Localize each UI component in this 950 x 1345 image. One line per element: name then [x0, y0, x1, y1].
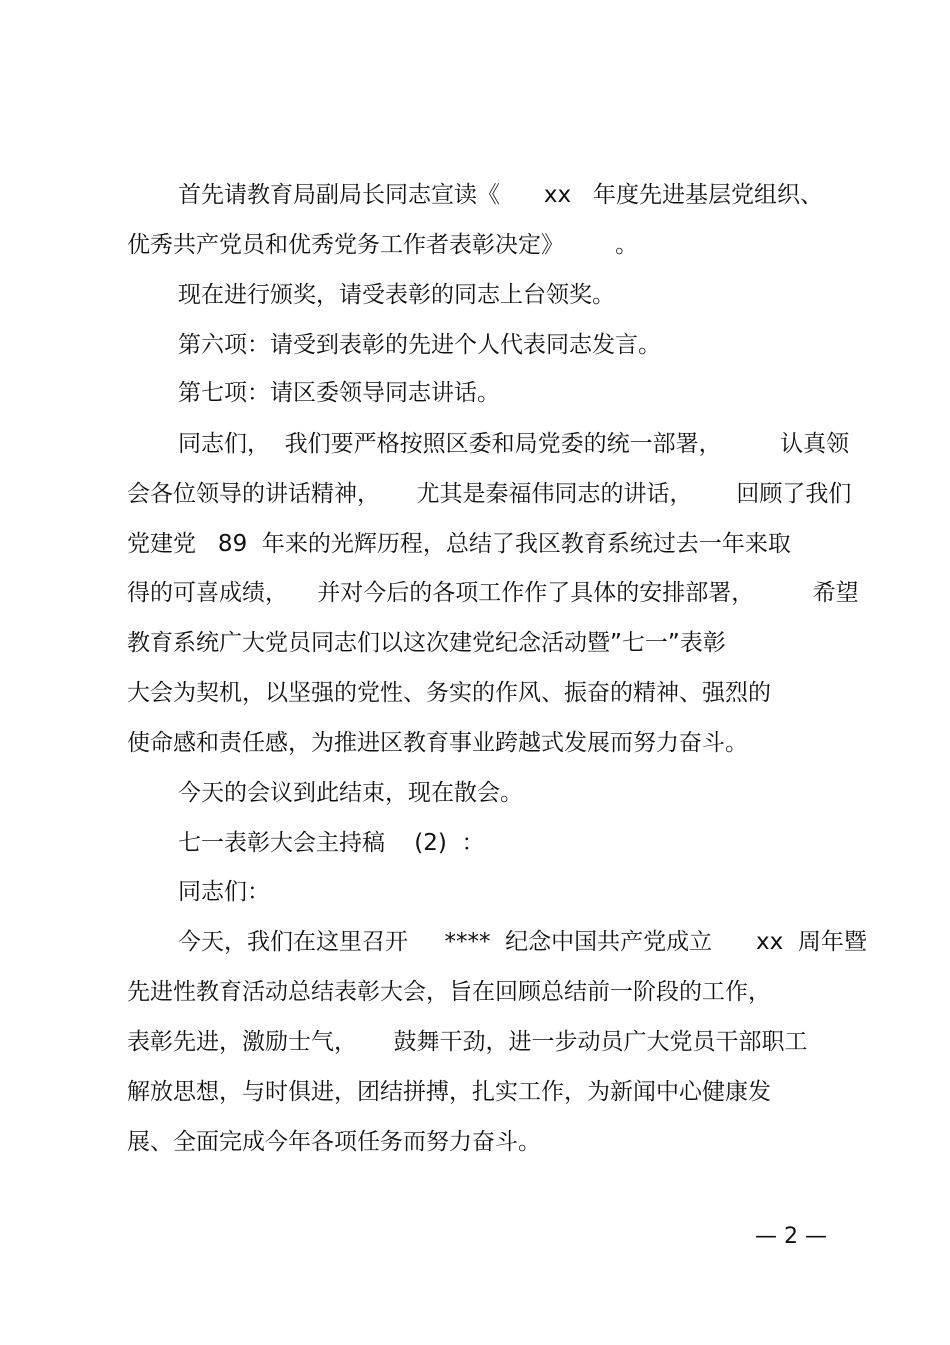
text-line-18: 表彰先进，激励士气， 鼓舞干劲，进一步动员广大党员干部职工 — [127, 1029, 808, 1055]
text-line-20: 展、全面完成今年各项任务而努力奋斗。 — [127, 1129, 541, 1155]
text-line-6: 同志们， 我们要严格按照区委和局党委的统一部署， 认真领 — [178, 431, 850, 457]
text-line-9: 得的可喜成绩， 并对今后的各项工作作了具体的安排部署， 希望 — [127, 580, 859, 606]
text-line-12: 使命感和责任感，为推进区教育事业跨越式发展而努力奋斗。 — [127, 730, 748, 756]
text-line-19: 解放思想，与时俱进，团结拼搏，扎实工作，为新闻中心健康发 — [127, 1079, 771, 1105]
text-line-10: 教育系统广大党员同志们以这次建党纪念活动暨”七一”表彰 — [127, 630, 726, 656]
text-line-11: 大会为契机，以坚强的党性、务实的作风、振奋的精神、强烈的 — [127, 680, 771, 706]
text-line-13: 今天的会议到此结束，现在散会。 — [178, 780, 523, 806]
text-line-17: 先进性教育活动总结表彰大会，旨在回顾总结前一阶段的工作， — [127, 979, 771, 1005]
text-line-16: 今天，我们在这里召开 **** 纪念中国共产党成立 xx 周年暨 — [178, 929, 867, 955]
page-number: — 2 — — [755, 1224, 827, 1249]
text-line-15: 同志们： — [178, 879, 270, 905]
text-line-2: 优秀共产党员和优秀党务工作者表彰决定》 。 — [127, 232, 639, 258]
text-line-14: 七一表彰大会主持稿 (2) ： — [178, 830, 485, 856]
text-line-5: 第七项：请区委领导同志讲话。 — [178, 380, 500, 406]
text-line-8: 党建党 89 年来的光辉历程，总结了我区教育系统过去一年来取 — [127, 531, 791, 557]
text-line-1: 首先请教育局副局长同志宣读《 xx 年度先进基层党组织、 — [178, 182, 824, 208]
text-line-7: 会各位领导的讲话精神， 尤其是秦福伟同志的讲话， 回顾了我们 — [127, 481, 852, 507]
text-line-3: 现在进行颁奖，请受表彰的同志上台领奖。 — [178, 282, 615, 308]
text-line-4: 第六项：请受到表彰的先进个人代表同志发言。 — [178, 332, 661, 358]
